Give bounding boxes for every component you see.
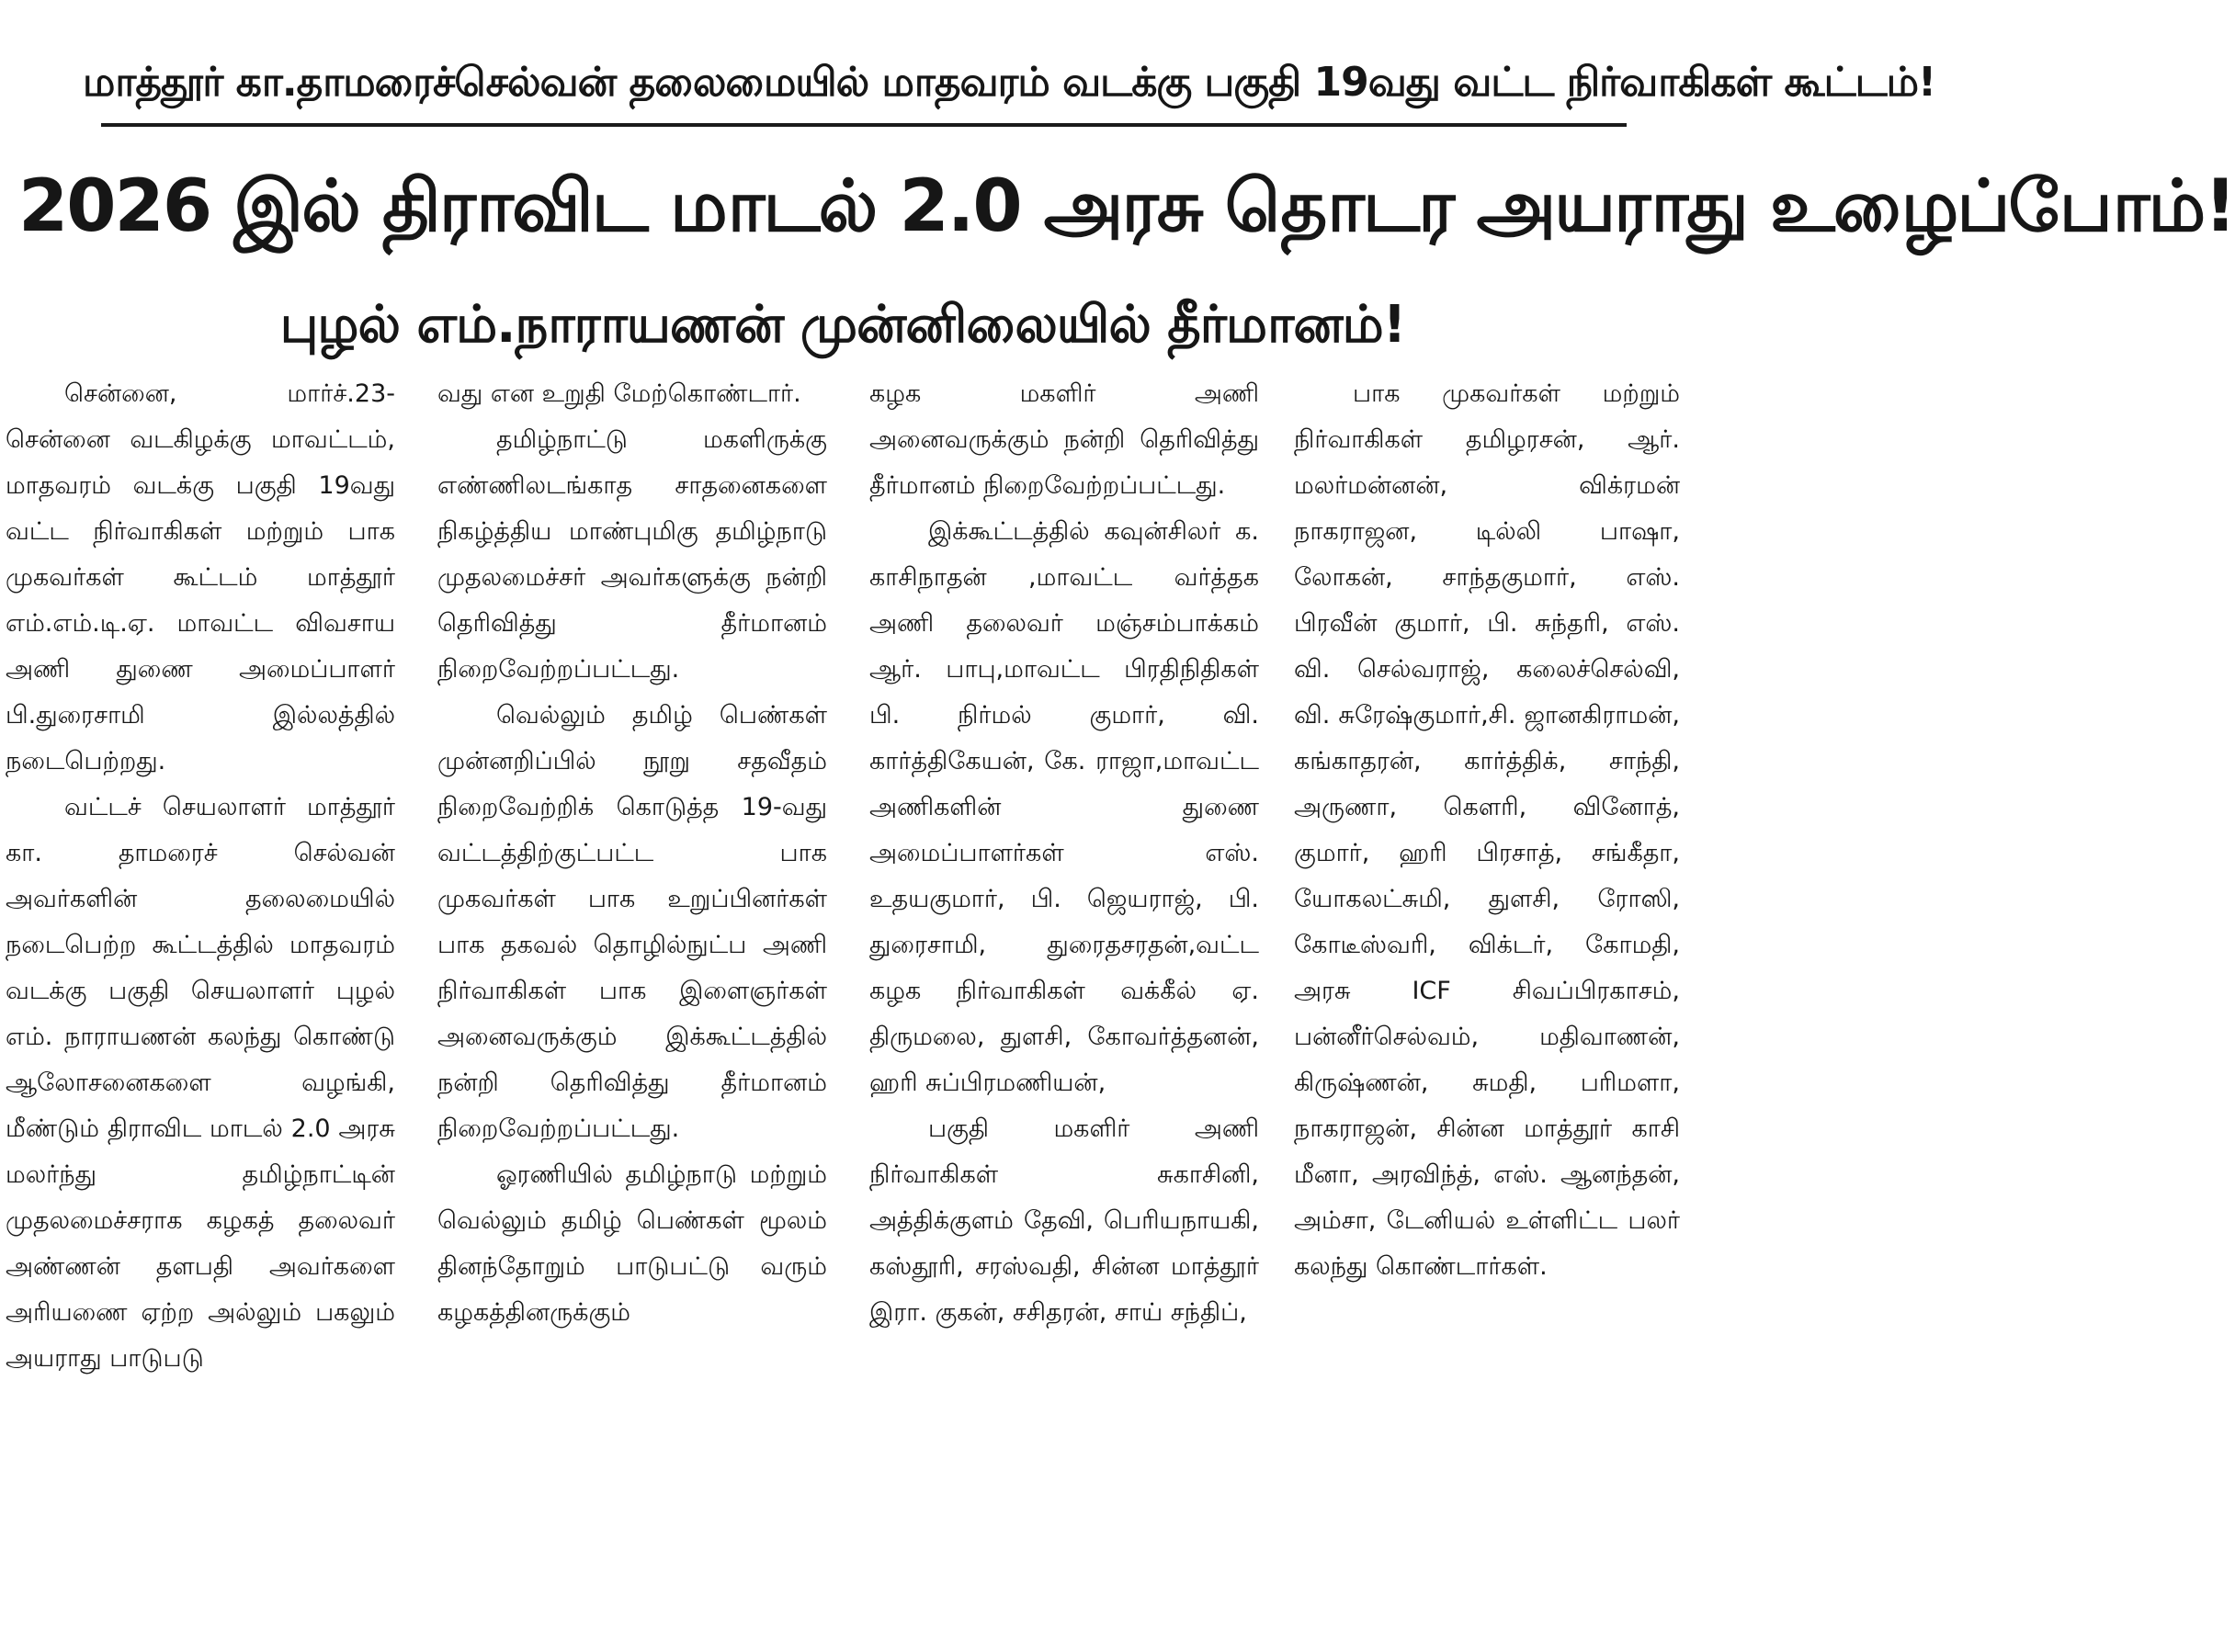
article-column-1 <box>6 371 395 1648</box>
kicker-headline: மாத்தூர் கா.தாமரைச்செல்வன் தலைமையில் மாதவரம் வடக்கு பகுதி 19வது வட்ட நிர்வாகிகள் கூட்டம்! <box>83 59 1936 106</box>
column-2-paragraph-2: தமிழ்நாட்டு மகளிருக்கு எண்ணிலடங்காத சாதனைகளை நிகழ்த்திய மாண்புமிகு தமிழ்நாடு முதலமைச்சர் அவர்களுக்கு நன்றி தெரிவித்து தீர்மானம் நிறைவேற்றப்பட்டது. <box>437 425 827 684</box>
main-headline: 2026 இல் திராவிட மாடல் 2.0 அரசு தொடர அயராது உழைப்போம்! <box>18 165 2235 248</box>
column-1-paragraph-2: வட்டச் செயலாளர் மாத்தூர் கா. தாமரைச் செல்வன் அவர்களின் தலைமையில் நடைபெற்ற கூட்டத்தில் மாதவரம் வடக்கு பகுதி செயலாளர் புழல் எம். நாராயணன் கலந்து கொண்டு ஆலோசனைகளை வழங்கி, மீண்டும் திராவிட மாடல் 2.0 அரசு மலர்ந்து தமிழ்நாட்டின் முதலமைச்சராக கழகத் தலைவர் அண்ணன் தளபதி அவர்களை அரியணை ஏற்ற அல்லும் பகலும் அயராது பாடுபடு <box>6 793 395 1373</box>
article-body <box>6 371 1680 1648</box>
column-3-paragraph-2: இக்கூட்டத்தில் கவுன்சிலர் க. காசிநாதன் ,மாவட்ட வர்த்தக அணி தலைவர் மஞ்சம்பாக்கம் ஆர். பாபு,மாவட்ட பிரதிநிதிகள் பி. நிர்மல் குமார், வி. கார்த்திகேயன், கே. ராஜா,மாவட்ட அணிகளின் துணை அமைப்பாளர்கள் எஸ். உதயகுமார், பி. ஜெயராஜ், பி. துரைசாமி, துரைதசரதன்,வட்ட கழக நிர்வாகிகள் வக்கீல் ஏ. திருமலை, துளசி, கோவர்த்தனன், ஹரி சுப்பிரமணியன், <box>869 517 1259 1097</box>
article-column-3 <box>869 371 1259 1648</box>
column-2-paragraph-3: வெல்லும் தமிழ் பெண்கள் முன்னறிப்பில் நூறு சதவீதம் நிறைவேற்றிக் கொடுத்த 19-வது வட்டத்திற்குட்பட்ட பாக முகவர்கள் பாக உறுப்பினர்கள் பாக தகவல் தொழில்நுட்ப அணி நிர்வாகிகள் பாக இளைஞர்கள் அனைவருக்கும் இக்கூட்டத்தில் நன்றி தெரிவித்து தீர்மானம் நிறைவேற்றப்பட்டது. <box>437 701 827 1143</box>
sub-headline: புழல் எம்.நாராயணன் முன்னிலையில் தீர்மானம்! <box>279 295 1406 355</box>
kicker-underline <box>101 123 1627 127</box>
column-2-paragraph-4: ஓரணியில் தமிழ்நாடு மற்றும் வெல்லும் தமிழ் பெண்கள் மூலம் தினந்தோறும் பாடுபட்டு வரும் கழகத்தினருக்கும் <box>437 1160 827 1327</box>
article-column-2 <box>437 371 827 1648</box>
column-3-paragraph-3: பகுதி மகளிர் அணி நிர்வாகிகள் சுகாசினி, அத்திக்குளம் தேவி, பெரியநாயகி, கஸ்தூரி, சரஸ்வதி, சின்ன மாத்தூர் இரா. குகன், சசிதரன், சாய் சந்திப், <box>869 1115 1259 1327</box>
column-4-paragraph-1: பாக முகவர்கள் மற்றும் நிர்வாகிகள் தமிழரசன், ஆர். மலர்மன்னன், விக்ரமன் நாகராஜன, டில்லி பாஷா, லோகன், சாந்தகுமார், எஸ். பிரவீன் குமார், பி. சுந்தரி, எஸ். வி. செல்வராஜ், கலைச்செல்வி, வி. சுரேஷ்குமார்,சி. ஜானகிராமன், கங்காதரன், கார்த்திக், சாந்தி, அருணா, கௌரி, வினோத், குமார், ஹரி பிரசாத், சங்கீதா, யோகலட்சுமி, துளசி, ரோஸி, கோடீஸ்வரி, விக்டர், கோமதி, அரசு ICF சிவப்பிரகாசம், பன்னீர்செல்வம், மதிவாணன், கிருஷ்ணன், சுமதி, பரிமளா, நாகராஜன், சின்ன மாத்தூர் காசி மீனா, அரவிந்த், எஸ். ஆனந்தன், அம்சா, டேனியல் உள்ளிட்ட பலர் கலந்து கொண்டார்கள். <box>1294 379 1680 1281</box>
column-3-paragraph-1: கழக மகளிர் அணி அனைவருக்கும் நன்றி தெரிவித்து தீர்மானம் நிறைவேற்றப்பட்டது. <box>869 379 1259 500</box>
column-2-paragraph-1: வது என உறுதி மேற்கொண்டார். <box>437 379 801 408</box>
column-1-paragraph-1: சென்னை, மார்ச்.23- சென்னை வடகிழக்கு மாவட்டம், மாதவரம் வடக்கு பகுதி 19வது வட்ட நிர்வாகிகள் மற்றும் பாக முகவர்கள் கூட்டம் மாத்தூர் எம்.எம்.டி.ஏ. மாவட்ட விவசாய அணி துணை அமைப்பாளர் பி.துரைசாமி இல்லத்தில் நடைபெற்றது. <box>6 379 395 775</box>
article-column-4 <box>1294 371 1680 1648</box>
